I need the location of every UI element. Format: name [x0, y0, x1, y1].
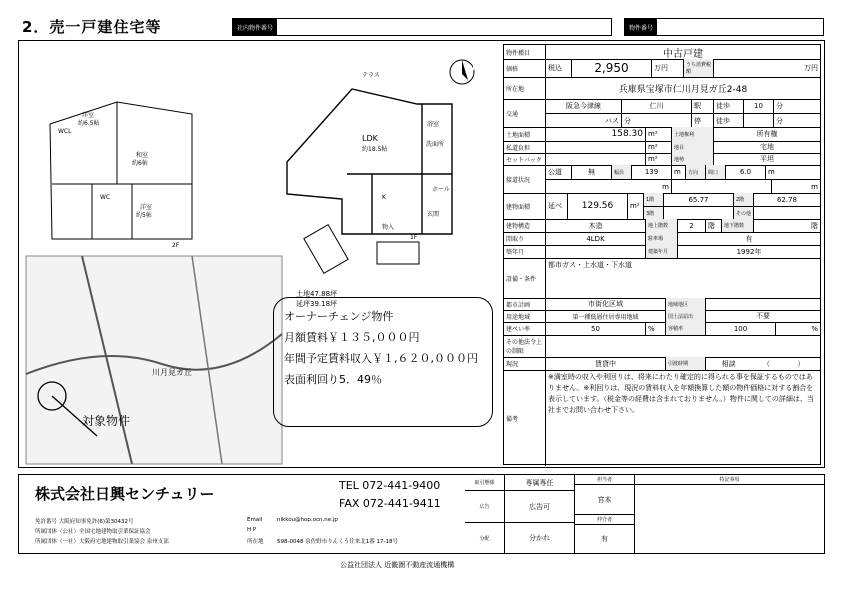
status: 賃貸中 [546, 357, 666, 370]
plan-floor-2f: 2F [172, 242, 180, 249]
station-suffix: 駅 [692, 99, 714, 113]
company-address: 598-0048 泉佐野市りんくう往来北1番 17-18号 [277, 539, 398, 545]
spec-row-type [504, 45, 820, 60]
floors-line2 [644, 207, 820, 219]
traffic-cells [546, 99, 820, 127]
terrain-label: 地勢 [672, 153, 714, 165]
plan-entrance: 玄関 [427, 211, 440, 218]
spec-label: 都市計画 [504, 298, 546, 310]
bus-min-unit: 分 [622, 114, 692, 127]
land-use-label: 地目 [672, 141, 714, 153]
company-tel: TEL 072-441-9400 [339, 479, 441, 492]
property-id-label: 物件番号 [625, 19, 657, 35]
walk: 徒歩 [714, 99, 744, 113]
north-label: N [469, 64, 475, 72]
above-unit: 階 [706, 219, 722, 232]
built-year-label: 建築年月 [646, 245, 678, 258]
spec-label: その他法令上の制限 [504, 335, 546, 357]
report-label: 国土法届出 [666, 310, 706, 322]
road-m2: m [768, 168, 775, 176]
floor1: 65.77 [664, 193, 734, 206]
spec-row-traffic [504, 99, 820, 128]
train-line: 阪急今津線 [546, 99, 622, 113]
plan-ldk: LDK [362, 134, 378, 143]
price-tax: 税込 [546, 59, 572, 77]
spec-type: 中古戸建 [663, 48, 703, 60]
company-fax: FAX 072-441-9411 [339, 497, 441, 510]
company-id-box [232, 18, 612, 36]
spec-row-utility [504, 258, 820, 299]
building-area: 129.56 [568, 193, 628, 219]
spec-table [503, 44, 821, 465]
floor-plan-2f [50, 102, 192, 239]
floor2: 62.78 [776, 195, 798, 204]
spec-label: 建物構造 [504, 219, 546, 232]
below-unit: 階 [811, 221, 818, 230]
spec-label: 所在地 [504, 77, 546, 99]
company-name: 株式会社日興センチュリー [35, 485, 215, 503]
above: 2 [678, 219, 706, 232]
min-unit2: 分 [776, 116, 783, 125]
district [706, 298, 820, 310]
map-background [26, 256, 282, 464]
road-line2 [546, 180, 820, 193]
building-type: 延べ [546, 193, 568, 219]
mediator-value: 有 [575, 525, 635, 553]
ad-line2: 月額賃料￥１３５,０００円 [284, 331, 420, 344]
min-unit: 分 [776, 102, 783, 110]
road-cells [546, 165, 820, 193]
spec-row-built [504, 245, 820, 259]
handover: 相談 [721, 359, 736, 368]
area-map [26, 256, 282, 464]
spec-row-land [504, 127, 820, 142]
north-arrow-needle-icon [462, 60, 468, 80]
land-right-label: 土地権利 [672, 127, 714, 141]
spec-row-address [504, 77, 820, 100]
spec-row-price [504, 59, 820, 78]
parking-label: 駐車場 [646, 232, 678, 245]
spec-row-status [504, 357, 820, 371]
plan-room-small: 洋室 [140, 204, 153, 211]
setback-unit: m² [646, 153, 672, 165]
company-email: nikkou@hop.ocn.ne.jp [277, 517, 338, 523]
company-id-label: 社内物件番号 [233, 19, 277, 35]
stop-suffix: 停 [692, 114, 714, 127]
addr-label: 所在地 [247, 539, 264, 545]
bcr-pct: % [646, 322, 666, 335]
road-line1 [546, 165, 820, 180]
ad-label: 広告 [465, 491, 505, 523]
floors [644, 193, 820, 219]
terrain: 平坦 [760, 155, 774, 163]
split-value: 分かれ [505, 523, 575, 553]
station: 仁川 [622, 99, 692, 113]
paren-open: （ [762, 359, 770, 368]
plan-land-note1: 土地47.88坪 [296, 290, 338, 298]
road-m4: m [811, 182, 818, 191]
bus-label: バス [546, 114, 622, 127]
footer [18, 474, 825, 554]
built-blank [546, 245, 646, 258]
mediator-label: 仲介者 [575, 515, 635, 525]
traffic-line1 [546, 99, 820, 114]
spec-label: 物件種目 [504, 45, 546, 59]
spec-label: 交通 [504, 99, 546, 127]
land-unit: m² [646, 127, 672, 141]
report: 不要 [756, 312, 770, 320]
handover-cell [706, 357, 820, 370]
above-label: 地上階数 [646, 219, 678, 232]
spec-label: 備考 [504, 370, 546, 466]
land-use: 宅地 [760, 143, 774, 151]
tax-label: うち消費税額 [684, 59, 714, 77]
below-label: 地下階数 [722, 219, 754, 232]
road-frontage: 6.0 [726, 165, 766, 179]
floor3-label: 3階 [644, 207, 664, 219]
road-blank [672, 180, 772, 193]
spec-label: 間取り [504, 232, 546, 245]
plan-floor-1f: 1F [410, 234, 418, 241]
other-label: その他 [734, 207, 754, 219]
spec-row-layout [504, 232, 820, 246]
building-unit: m² [628, 193, 644, 219]
plan-land-note2: 延坪39.18坪 [296, 300, 338, 308]
floors-line1 [644, 193, 820, 207]
company-assoc1: 所属団体（公社）全国宅地建物取引業保証協会 [35, 529, 151, 535]
spec-label: 設備・条件 [504, 258, 546, 298]
parking: 有 [745, 234, 753, 243]
staff-label: 担当者 [575, 475, 635, 485]
car-icon [377, 242, 419, 264]
structure: 木造 [546, 219, 646, 232]
property-id-box [624, 18, 824, 36]
spec-label: 価格 [504, 59, 546, 77]
zone: 第一種低層住居専用地域 [546, 310, 666, 322]
plan-terrace: テラス [362, 72, 380, 79]
map-street-label: 川月見ガ丘 [152, 368, 192, 377]
floor1-label: 1階 [644, 193, 664, 206]
spec-row-remarks [504, 370, 820, 466]
plan-kitchen: K [382, 194, 386, 201]
price-value: 2,950 [572, 59, 652, 77]
spec-label [504, 127, 546, 141]
plan-wcl: WCL [58, 128, 72, 135]
staff-value: 宮本 [575, 485, 635, 515]
traffic-line2 [546, 114, 820, 127]
spec-label: 築年月 [504, 245, 546, 258]
spec-row-road [504, 165, 820, 194]
remarks: ※満室時の収入や利回りは、将来にわたり確定的に得られる事を保証するものではありません。※利回りは、現況の賃料収入を年額換算した額の物件価格に対する割合を表示しています。（税金等の経費は含まれておりません。）物件に関しての詳細は、当社までお問い合わせ下さい。 [548, 373, 814, 414]
hp-label: H P [247, 527, 257, 533]
land-area-label: 土地面積 [506, 131, 531, 139]
spec-label: 建物面積 [504, 193, 546, 219]
layout: 4LDK [546, 232, 646, 245]
plan-ldk-size: 約18.5帖 [362, 146, 388, 153]
page-title: 2．売一戸建住宅等 [22, 18, 162, 36]
road-frontage-label: 間口 [706, 165, 726, 179]
ad-value: 広告可 [505, 491, 575, 523]
paren-close: ） [797, 359, 805, 368]
handover-label: 引渡時期 [666, 357, 706, 370]
spec-label: 私道負担 [504, 141, 546, 153]
built: 1992年 [736, 247, 762, 256]
walk2: 徒歩 [714, 114, 744, 127]
spec-label: 接道状況 [504, 165, 546, 193]
district-label: 地域地区 [666, 298, 706, 310]
road-value: 無 [572, 165, 612, 179]
plan-room-japanese-size: 約6帖 [132, 160, 148, 167]
spec-label: セットバック [504, 153, 546, 165]
spec-row-building [504, 193, 820, 220]
walk2-blank [744, 114, 774, 127]
deal-label: 取引態様 [465, 475, 505, 491]
far-pct: % [811, 324, 818, 333]
owner-change-ad [273, 297, 493, 427]
floor3 [664, 207, 734, 219]
email-label: Email [247, 517, 263, 523]
private-road [546, 141, 646, 153]
setback [546, 153, 646, 165]
notes-label: 特記事項 [635, 475, 824, 485]
plan-room-japanese: 和室 [136, 152, 149, 159]
company-assoc2: 所属団体（一社）大阪府宅地建物取引業協会 泉州支部 [35, 539, 169, 545]
ad-line1: オーナーチェンジ物件 [284, 310, 394, 323]
ad-line3: 年間予定賃料収入￥１,６２０,０００円 [284, 352, 478, 365]
spec-row-structure [504, 219, 820, 233]
other-limits [546, 335, 820, 357]
road-m: m [672, 165, 686, 179]
plan-hall: ホール [432, 186, 450, 193]
company-license: 免許番号 大阪府知事免許(6)第30432号 [35, 519, 134, 525]
land-right: 所有権 [756, 130, 778, 138]
walk-min: 10 [744, 99, 774, 113]
bottom-note: 公益社団法人 近畿圏不動産流通機構 [340, 561, 455, 569]
plan-bath: 浴室 [427, 121, 440, 128]
far-label: 容積率 [666, 322, 706, 335]
floor2-label: 2階 [734, 193, 754, 206]
other [754, 207, 820, 219]
address: 兵庫県宝塚市仁川月見ガ丘2-48 [618, 84, 748, 95]
map-target-label: 対象物件 [82, 414, 131, 428]
plan-storage: 物入 [382, 224, 395, 231]
land-area: 158.30 [546, 127, 646, 141]
private-road-unit: m² [646, 141, 672, 153]
tax-unit: 万円 [804, 64, 818, 72]
split-label: 分配 [465, 523, 505, 553]
plan-wc: WC [100, 194, 111, 201]
spec-row-other-limits [504, 335, 820, 358]
far: 100 [706, 322, 776, 335]
spec-label: 建ぺい率 [504, 322, 546, 335]
spec-label: 現況 [504, 357, 546, 370]
road-m3: m [546, 180, 672, 193]
road-dir-label: 方向 [686, 165, 706, 179]
road-width: 139 [632, 165, 672, 179]
plan-room-west: 洋室 [82, 112, 95, 119]
road-width-label: 幅員 [612, 165, 632, 179]
plan-washroom: 洗面所 [426, 141, 445, 148]
spec-row-bcr [504, 322, 820, 336]
floor2-outline [50, 102, 192, 239]
ad-line4: 表面利回り5．49％ [284, 373, 382, 386]
spec-label: 用途地域 [504, 310, 546, 322]
plan: 市街化区域 [546, 298, 666, 310]
bcr: 50 [546, 322, 646, 335]
road-type: 公道 [546, 165, 572, 179]
plan-room-small-size: 約5帖 [136, 212, 152, 219]
plan-room-west-size: 約6.5帖 [78, 120, 100, 127]
deal-value: 専属専任 [505, 475, 575, 491]
price-unit: 万円 [652, 59, 684, 77]
utility: 都市ガス・上水道・下水道 [548, 261, 632, 269]
